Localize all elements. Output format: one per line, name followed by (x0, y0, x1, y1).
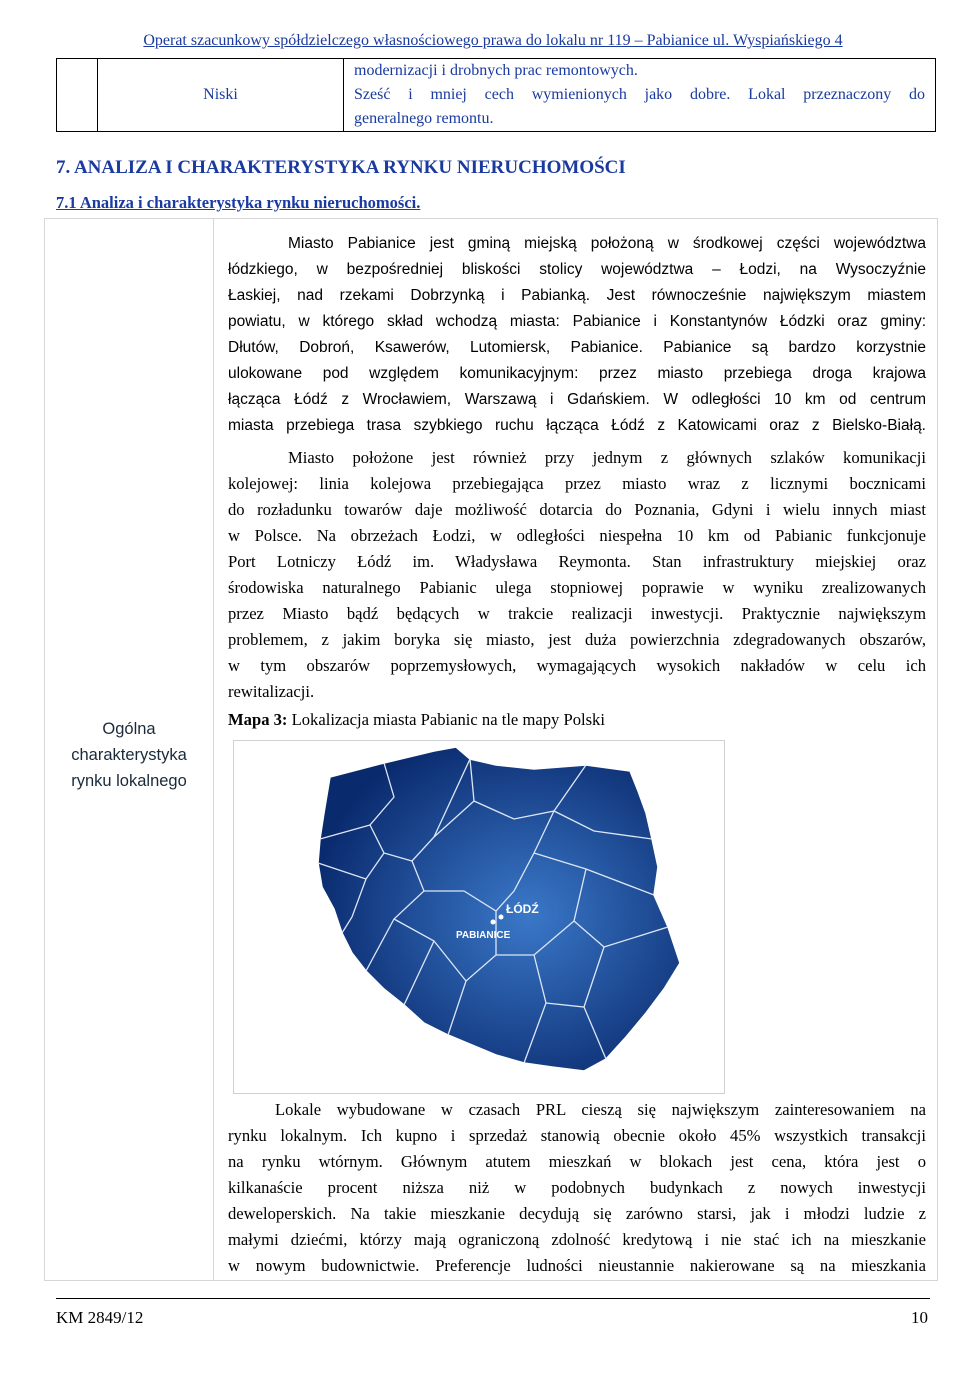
paragraph-line: łącząca Łódź z Wrocławiem, Warszawą i Gdańskiem. W odległości 10 km od centrum (228, 391, 926, 408)
condition-table (56, 58, 936, 132)
paragraph-line: kilkanaście procent niższa niż w podobnych budynkach z nowych inwestycji (228, 1178, 926, 1197)
paragraph-line: rynku lokalnym. Ich kupno i sprzedaż stanowią obecnie około 45% wszystkich transakcji (228, 1126, 926, 1145)
paragraph-line: do rozładunku towarów daje możliwość dotarcia do Poznania, Gdyni i wielu innych miast (228, 500, 926, 519)
paragraph-line: w nowym budownictwie. Preferencje ludności nieustannie nakierowane są na mieszkania (228, 1256, 926, 1275)
left-column-label (44, 716, 214, 794)
description-cell (344, 59, 936, 132)
paragraph-line: Miasto położone jest również przy jednym z głównych szlaków komunikacji (288, 448, 926, 467)
paragraph-2 (228, 445, 926, 705)
paragraph-line: Miasto Pabianice jest gminą miejską położoną w środkowej części województwa (288, 235, 926, 252)
rating-cell: Niski (98, 59, 344, 132)
paragraph-line: łódzkiego, w bezpośredniej bliskości stolicy województwa – Łodzi, na Wysoczyźnie (228, 261, 926, 278)
pabianice-marker (491, 920, 496, 925)
label-line-1: Ogólna (102, 720, 156, 738)
poland-map (234, 741, 724, 1093)
paragraph-line: Łaskiej, nad rzekami Dobrzynką i Pabianką. Jest równocześnie największym miastem (228, 287, 926, 304)
paragraph-line: deweloperskich. Na takie mieszkanie decydują się zarówno starsi, jak i młodzi ludzie z (228, 1204, 926, 1223)
footer-document-code: KM 2849/12 (56, 1308, 144, 1327)
paragraph-line: małymi dziećmi, którzy mają ograniczoną zdolność kredytową i nie stać ich na mieszkanie (228, 1230, 926, 1249)
section-subtitle: 7.1 Analiza i charakterystyka rynku nieruchomości. (56, 193, 421, 212)
paragraph-line: Port Lotniczy Łódź im. Władysława Reymonta. Stan infrastruktury miejskiej oraz (228, 552, 926, 571)
paragraph-line: ulokowane pod względem komunikacyjnym: przez miasto przebiega droga krajowa (228, 365, 926, 382)
map-caption-label: Mapa 3: (228, 710, 288, 729)
paragraph-line: Dłutów, Dobroń, Ksawerów, Lutomiersk, Pabianice. Pabianice są bardzo korzystnie (228, 339, 926, 356)
paragraph-line: w Polsce. Na obrzeżach Łodzi, w odległości niespełna 10 km od Pabianic funkcjonuje (228, 526, 926, 545)
footer-page-number: 10 (911, 1308, 928, 1327)
description-line-1: modernizacji i drobnych prac remontowych. (354, 62, 638, 79)
map-caption-text: Lokalizacja miasta Pabianic na tle mapy Polski (287, 710, 605, 729)
paragraph-line: problemem, z jakim boryka się miasto, jest duża powierzchnia zdegradowanych obszarów, (228, 630, 926, 649)
map-label-lodz: ŁÓDŹ (506, 902, 539, 916)
description-line-3: generalnego remontu. (354, 110, 494, 127)
poland-outline (318, 747, 680, 1071)
paragraph-line: miasta przebiega trasa szybkiego ruchu łącząca Łódź z Katowicami oraz z Bielsko-Białą. (228, 417, 926, 434)
map-caption (228, 710, 605, 730)
paragraph-line: w tym obszarów poprzemysłowych, wymagających wysokich nakładów w celu ich (228, 656, 926, 675)
paragraph-1 (228, 231, 926, 439)
paragraph-line: przez Miasto bądź będących w trakcie realizacji inwestycji. Praktycznie największym (228, 604, 926, 623)
paragraph-line: środowiska naturalnego Pabianic ulega stopniowej poprawie w wyniku zrealizowanych (228, 578, 926, 597)
map-label-pabianice: PABIANICE (456, 930, 511, 941)
footer-rule (56, 1298, 930, 1299)
paragraph-3 (228, 1097, 926, 1279)
lodz-marker (499, 915, 504, 920)
description-line-2: Sześć i mniej cech wymienionych jako dobre. Lokal przeznaczony do (354, 86, 925, 103)
label-line-2: charakterystyka (71, 746, 187, 764)
paragraph-line: na rynku wtórnym. Głównym atutem mieszkań w blokach jest cena, która jest o (228, 1152, 926, 1171)
table-row (57, 59, 936, 132)
poland-map-figure (233, 740, 725, 1094)
paragraph-line: kolejowej: linia kolejowa przebiegająca przez miasto wraz z licznymi bocznicami (228, 474, 926, 493)
running-header: Operat szacunkowy spółdzielczego własnościowego prawa do lokalu nr 119 – Pabianice ul. Wyspiańskiego 4 (143, 32, 843, 49)
paragraph-line: rewitalizacji. (228, 682, 315, 701)
section-title: 7. ANALIZA I CHARAKTERYSTYKA RYNKU NIERUCHOMOŚCI (56, 157, 626, 178)
paragraph-line: powiatu, w którego skład wchodzą miasta: Pabianice i Konstantynów Łódzki oraz gminy: (228, 313, 926, 330)
label-line-3: rynku lokalnego (71, 772, 187, 790)
table-cell-empty (57, 59, 98, 132)
paragraph-line: Lokale wybudowane w czasach PRL cieszą się największym zainteresowaniem na (275, 1100, 926, 1119)
